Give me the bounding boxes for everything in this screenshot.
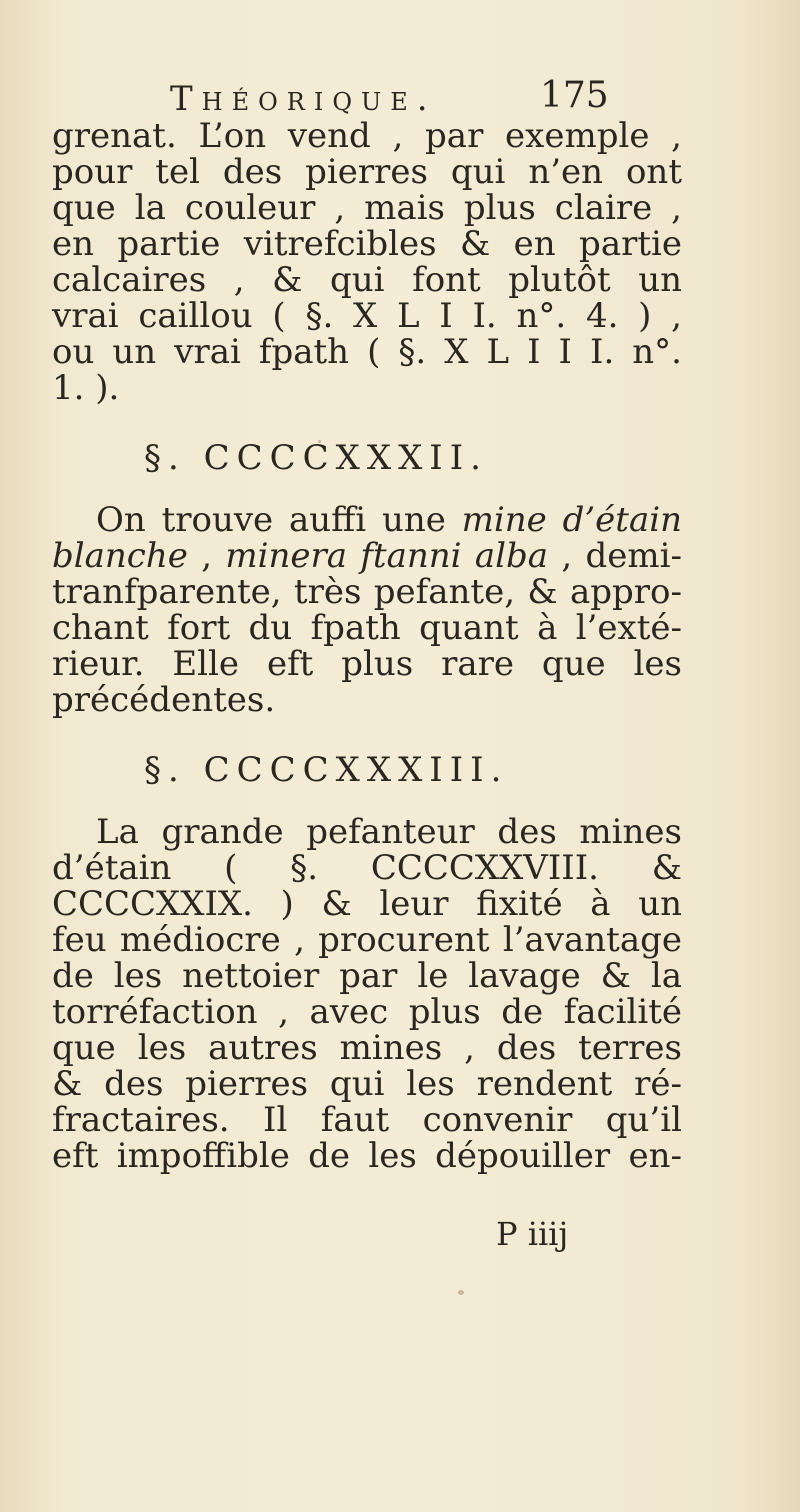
text-line: vrai caillou ( §. X L I I. n°. 4. ) , bbox=[52, 296, 682, 336]
text-line bbox=[52, 682, 682, 718]
text-line: ou un vrai fpath ( §. X L I I I. n°. bbox=[52, 332, 682, 372]
italic-term: blanche bbox=[52, 536, 188, 576]
paper-speck bbox=[664, 548, 668, 552]
text-segment: tranfparente, très pefante, & appro- bbox=[52, 572, 682, 612]
text-line bbox=[52, 610, 682, 646]
text-line: CCCCXXIX. ) & leur fixité à un bbox=[52, 884, 682, 924]
text-segment: , bbox=[187, 536, 226, 576]
text-line: en partie vitrefcibles & en partie bbox=[52, 224, 682, 264]
text-line: & des pierres qui les rendent ré- bbox=[52, 1064, 682, 1104]
text-line: grenat. L’on vend , par exemple , bbox=[52, 116, 682, 156]
text-line: torréfaction , avec plus de facilité bbox=[52, 992, 682, 1032]
text-line: d’étain ( §. CCCCXXVIII. & bbox=[52, 848, 682, 888]
page-number: 175 bbox=[540, 75, 609, 116]
text-segment: chant fort du fpath quant à l’exté- bbox=[52, 608, 682, 648]
text-line bbox=[52, 538, 682, 574]
text-line bbox=[52, 574, 682, 610]
text-segment: précédentes. bbox=[52, 680, 276, 720]
text-line bbox=[52, 646, 682, 682]
section-paragraph bbox=[52, 814, 682, 1174]
text-line: 1. ). bbox=[52, 368, 120, 408]
text-line: fractaires. Il faut convenir qu’il bbox=[52, 1100, 682, 1140]
body-text bbox=[52, 118, 682, 1174]
text-line: feu médiocre , procurent l’avantage bbox=[52, 920, 682, 960]
text-segment: On trouve auffi une bbox=[96, 500, 462, 540]
text-line: pour tel des pierres qui n’en ont bbox=[52, 152, 682, 192]
paper-speck bbox=[458, 1290, 464, 1295]
text-segment: , demi- bbox=[548, 536, 682, 576]
text-line bbox=[52, 502, 682, 538]
text-line: eft impoffible de les dépouiller en- bbox=[52, 1136, 682, 1176]
catchword: P iiij bbox=[496, 1215, 569, 1253]
section-heading: §. CCCCXXXIII. bbox=[144, 750, 509, 790]
italic-term: mine d’étain bbox=[461, 500, 682, 540]
text-line: que les autres mines , des terres bbox=[52, 1028, 682, 1068]
italic-term: minera ftanni alba bbox=[225, 536, 549, 576]
section-paragraph bbox=[52, 502, 682, 718]
paper-speck bbox=[318, 440, 321, 443]
section-heading: §. CCCCXXXII. bbox=[144, 438, 488, 478]
text-line: La grande pefanteur des mines bbox=[96, 812, 682, 852]
text-segment: rieur. Elle eft plus rare que les bbox=[52, 644, 682, 684]
text-line: que la couleur , mais plus claire , bbox=[52, 188, 682, 228]
running-title: Théorique. bbox=[170, 79, 437, 119]
text-line: calcaires , & qui font plutôt un bbox=[52, 260, 682, 300]
text-line: de les nettoier par le lavage & la bbox=[52, 956, 682, 996]
opening-paragraph bbox=[52, 118, 682, 406]
